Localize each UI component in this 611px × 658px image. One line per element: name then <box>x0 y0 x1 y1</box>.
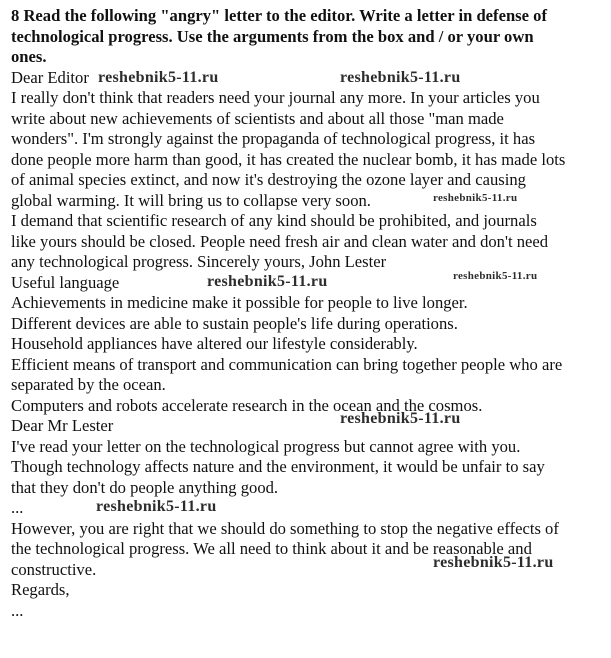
reply-line: that they don't do people anything good. <box>11 477 279 497</box>
useful-language-box <box>11 273 605 417</box>
useful-language-title: Useful language <box>11 272 120 292</box>
reply-ellipsis: ... <box>11 600 24 620</box>
letter-line: write about new achievements of scientists and about all those "man made <box>11 108 504 128</box>
letter-line: I demand that scientific research of any kind should be prohibited, and journals <box>11 211 537 230</box>
watermark-text: reshebnik5-11.ru <box>96 498 217 515</box>
letter-line: global warming. It will bring us to collapse very soon. <box>11 190 371 210</box>
reply-line: I've read your letter on the technological progress but cannot agree with you. <box>11 436 521 456</box>
reply-line: the technological progress. We all need to think about it and be reasonable and <box>11 539 532 558</box>
reply-greeting: Dear Mr Lester <box>11 416 114 435</box>
letter-signature: any technological progress. Sincerely yours, John Lester <box>11 252 387 271</box>
reply-line: However, you are right that we should do something to stop the negative effects of <box>11 518 559 538</box>
letter-line: of animal species extinct, and now it's destroying the ozone layer and causing <box>11 170 526 189</box>
letter-line: like yours should be closed. People need fresh air and clean water and don't need <box>11 231 549 251</box>
exercise-page <box>11 6 605 621</box>
reply-line: Though technology affects nature and the environment, it would be unfair to say <box>11 457 545 476</box>
letter-line: wonders". I'm strongly against the propaganda of technological progress, it has <box>11 129 536 148</box>
reply-closing: Regards, <box>11 580 70 599</box>
task-heading-line-2: technological progress. Use the arguments from the box and / or your own <box>11 26 534 46</box>
watermark-text: reshebnik5-11.ru <box>340 410 461 427</box>
useful-language-item: Efficient means of transport and communication can bring together people who are <box>11 354 563 374</box>
watermark-text: reshebnik5-11.ru <box>453 270 538 282</box>
letter-line: done people more harm than good, it has created the nuclear bomb, it has made lots <box>11 149 566 169</box>
reply-letter <box>11 416 605 621</box>
useful-language-item: Achievements in medicine make it possible for people to live longer. <box>11 293 468 312</box>
useful-language-item: Different devices are able to sustain people's life during operations. <box>11 313 458 333</box>
watermark-text: reshebnik5-11.ru <box>98 69 219 86</box>
useful-language-item: separated by the ocean. <box>11 375 166 394</box>
letter-greeting: Dear Editor <box>11 67 89 87</box>
task-heading-line-3: ones. <box>11 47 47 66</box>
watermark-text: reshebnik5-11.ru <box>433 192 518 204</box>
reply-line: constructive. <box>11 559 97 579</box>
useful-language-item: Computers and robots accelerate research in the ocean and the cosmos. <box>11 395 483 415</box>
watermark-text: reshebnik5-11.ru <box>207 273 328 290</box>
letter-line: I really don't think that readers need your journal any more. In your articles you <box>11 88 540 107</box>
angry-letter <box>11 68 605 273</box>
task-heading-line-1: 8 Read the following "angry" letter to the editor. Write a letter in defense of <box>11 6 547 25</box>
watermark-text: reshebnik5-11.ru <box>340 69 461 86</box>
useful-language-item: Household appliances have altered our lifestyle considerably. <box>11 334 418 353</box>
watermark-text: reshebnik5-11.ru <box>433 554 554 571</box>
reply-ellipsis: ... <box>11 498 24 517</box>
